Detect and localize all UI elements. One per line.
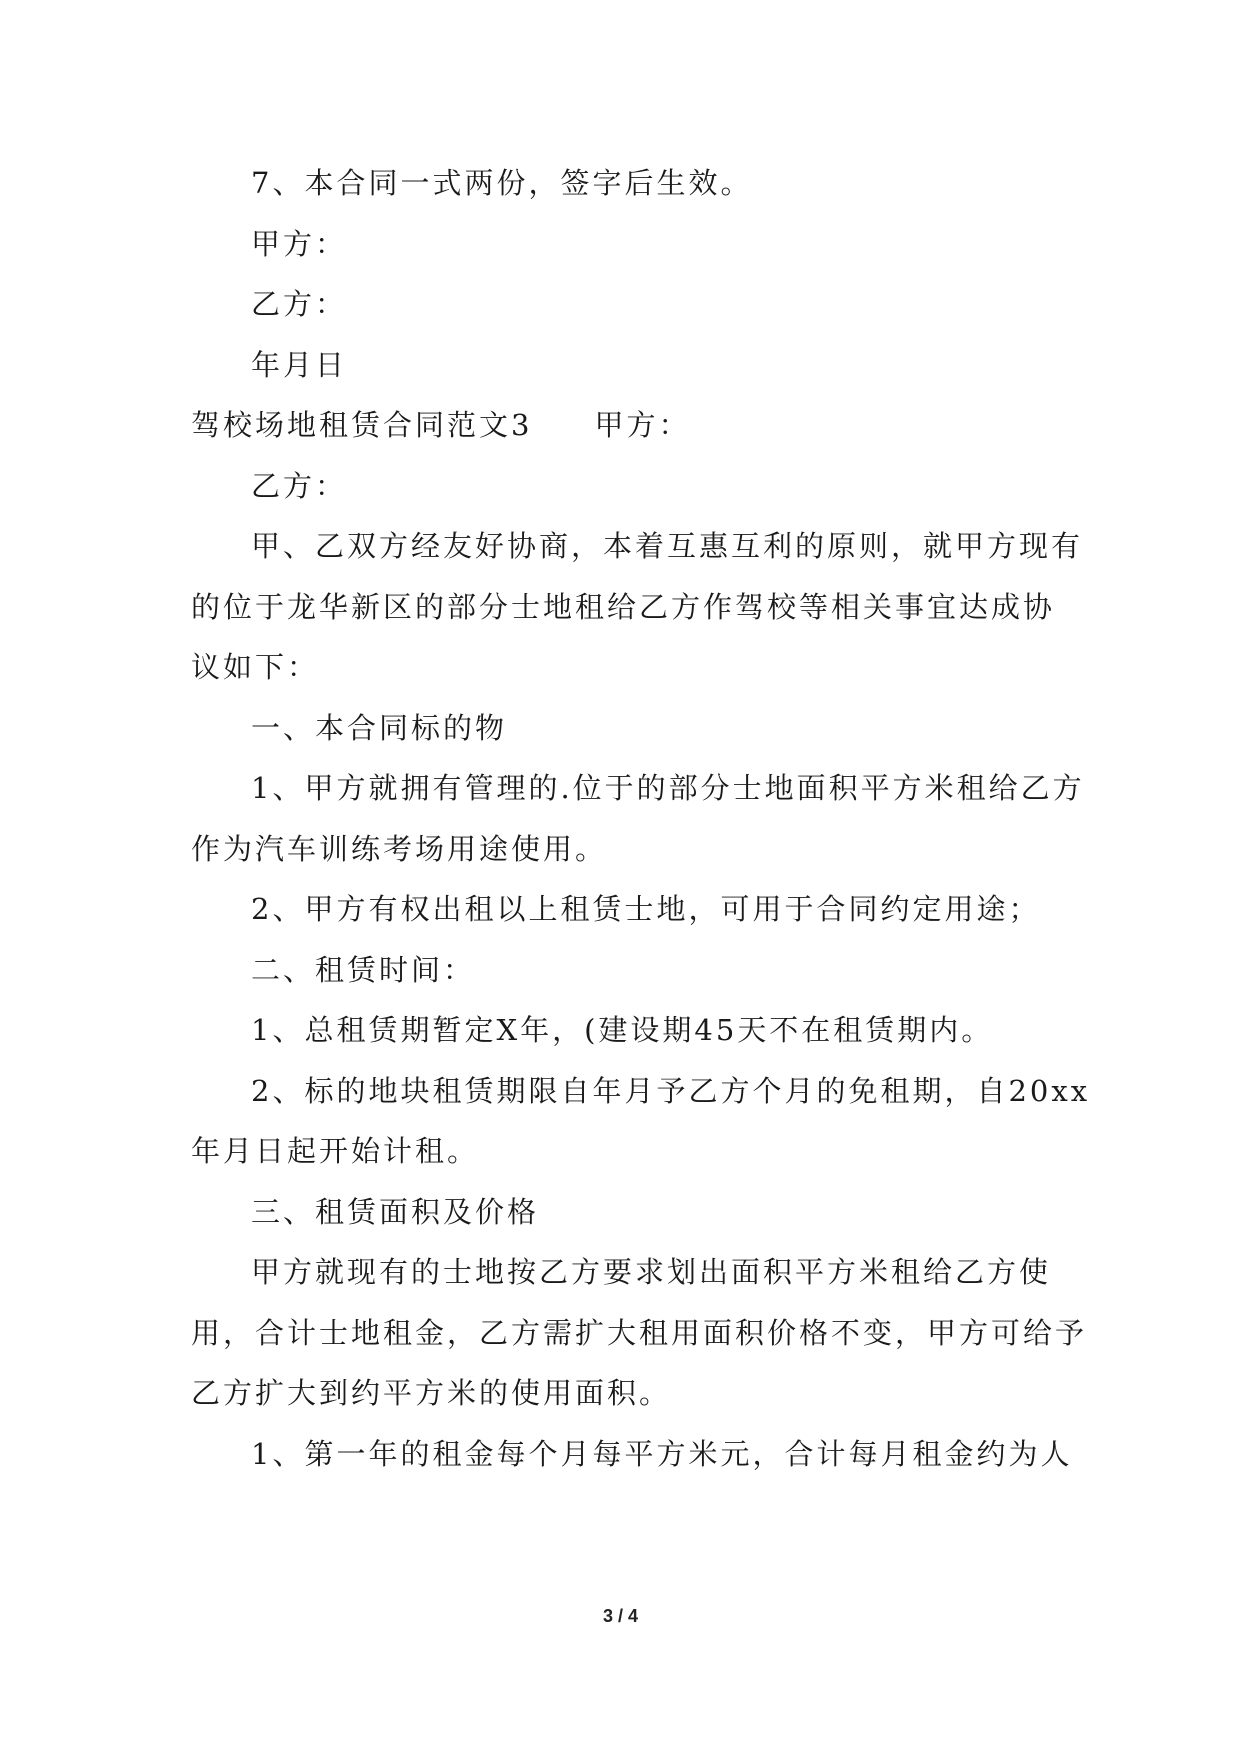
paragraph-line: 作为汽车训练考场用途使用。 [191, 832, 608, 866]
clause-7-text: 7、本合同一式两份，签字后生效。 [251, 166, 753, 200]
paragraph-line: 甲方就现有的士地按乙方要求划出面积平方米租给乙方使 [251, 1255, 1052, 1289]
paragraph-line: 用，合计士地租金，乙方需扩大租用面积价格不变，甲方可给予 [191, 1316, 1088, 1350]
contract-title: 驾校场地租赁合同范文3 [191, 408, 533, 442]
section-heading-2: 二、租赁时间： [251, 953, 476, 987]
paragraph-line: 年月日起开始计租。 [191, 1134, 480, 1168]
page-number: 3 / 4 [602, 1606, 639, 1626]
party-b-label: 乙方： [251, 287, 348, 321]
paragraph-line: 2、甲方有权出租以上租赁士地，可用于合同约定用途； [251, 892, 1041, 926]
paragraph-line: 1、第一年的租金每个月每平方米元，合计每月租金约为人 [251, 1437, 1073, 1471]
party-b-label-2: 乙方： [251, 469, 348, 503]
section-title-line [191, 405, 1051, 445]
paragraph-line: 议如下： [191, 650, 320, 684]
paragraph-line: 乙方扩大到约平方米的使用面积。 [191, 1376, 672, 1410]
party-a-label: 甲方： [251, 227, 348, 261]
section-heading-3: 三、租赁面积及价格 [251, 1195, 540, 1229]
date-label: 年月日 [251, 348, 348, 382]
party-a-label-2: 甲方： [594, 408, 691, 442]
paragraph-line: 1、甲方就拥有管理的.位于的部分士地面积平方米租给乙方 [251, 771, 1085, 805]
section-heading-1: 一、本合同标的物 [251, 711, 508, 745]
paragraph-line: 甲、乙双方经友好协商，本着互惠互利的原则，就甲方现有 [251, 529, 1084, 563]
paragraph-line: 1、总租赁期暂定X年，(建设期45天不在租赁期内。 [251, 1013, 994, 1047]
paragraph-line: 的位于龙华新区的部分士地租给乙方作驾校等相关事宜达成协 [191, 590, 1056, 624]
paragraph-line: 2、标的地块租赁期限自年月予乙方个月的免租期，自20xx [251, 1074, 1091, 1108]
